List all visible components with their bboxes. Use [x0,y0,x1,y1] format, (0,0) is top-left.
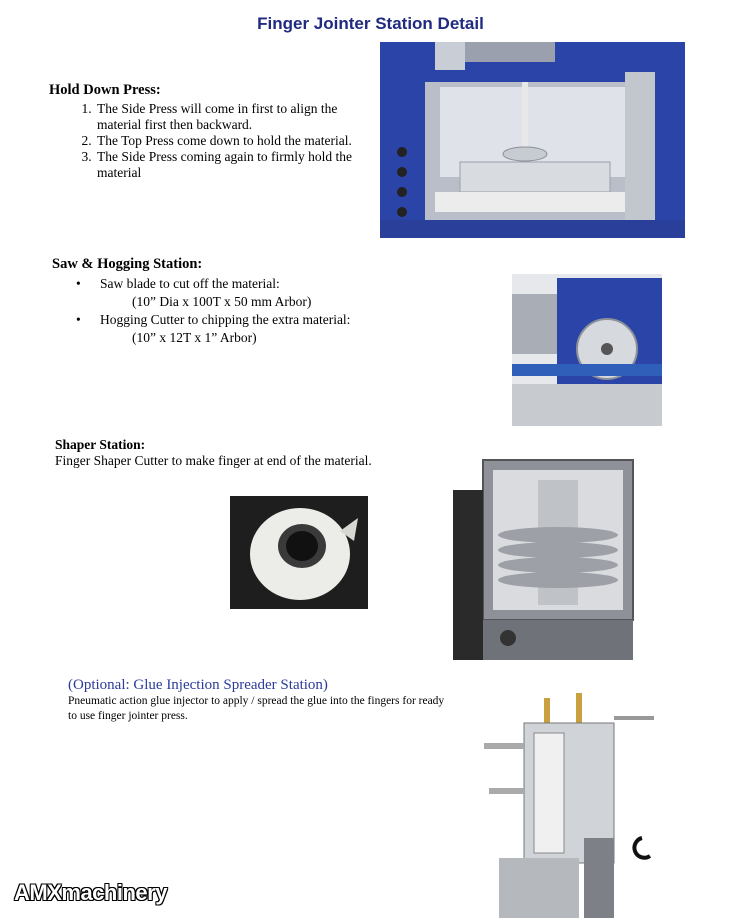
shaper-description: Finger Shaper Cutter to make finger at end of the material. [55,453,372,468]
glue-section [68,677,448,724]
shaper-title: Shaper Station: [55,437,146,452]
hold-down-step: 1. The Side Press will come in first to align the material first then backward. [95,101,379,133]
saw-title: Saw & Hogging Station: [52,256,203,272]
hold-down-title: Hold Down Press: [49,82,161,98]
saw-item-spec: (10” x 12T x 1” Arbor) [132,330,257,345]
saw-item-label: Hogging Cutter to chipping the extra material: [100,312,351,327]
page-title: Finger Jointer Station Detail [257,14,484,33]
glue-title: (Optional: Glue Injection Spreader Station) [68,677,328,693]
hold-down-step: 2. The Top Press come down to hold the material. [95,133,379,149]
saw-item [100,275,432,311]
hold-down-section [49,82,379,181]
shaper-station-photo [453,440,635,660]
finger-shaper-cutter-photo [230,496,368,609]
shaper-section [55,437,385,469]
saw-item-spec: (10” Dia x 100T x 50 mm Arbor) [132,294,312,309]
saw-item [100,311,432,347]
glue-injection-station-photo [464,688,654,918]
saw-items [52,275,432,347]
saw-section [52,256,432,347]
hold-down-steps [49,101,379,181]
brand-logo: AMXmachinery [14,880,167,905]
saw-station-photo [512,274,662,426]
saw-item-label: Saw blade to cut off the material: [100,276,280,291]
hold-down-step: 3. The Side Press coming again to firmly hold the material [95,149,379,181]
hold-down-press-photo [380,42,685,238]
glue-description: Pneumatic action glue injector to apply / spread the glue into the fingers for ready to use finger jointer press. [68,695,445,722]
